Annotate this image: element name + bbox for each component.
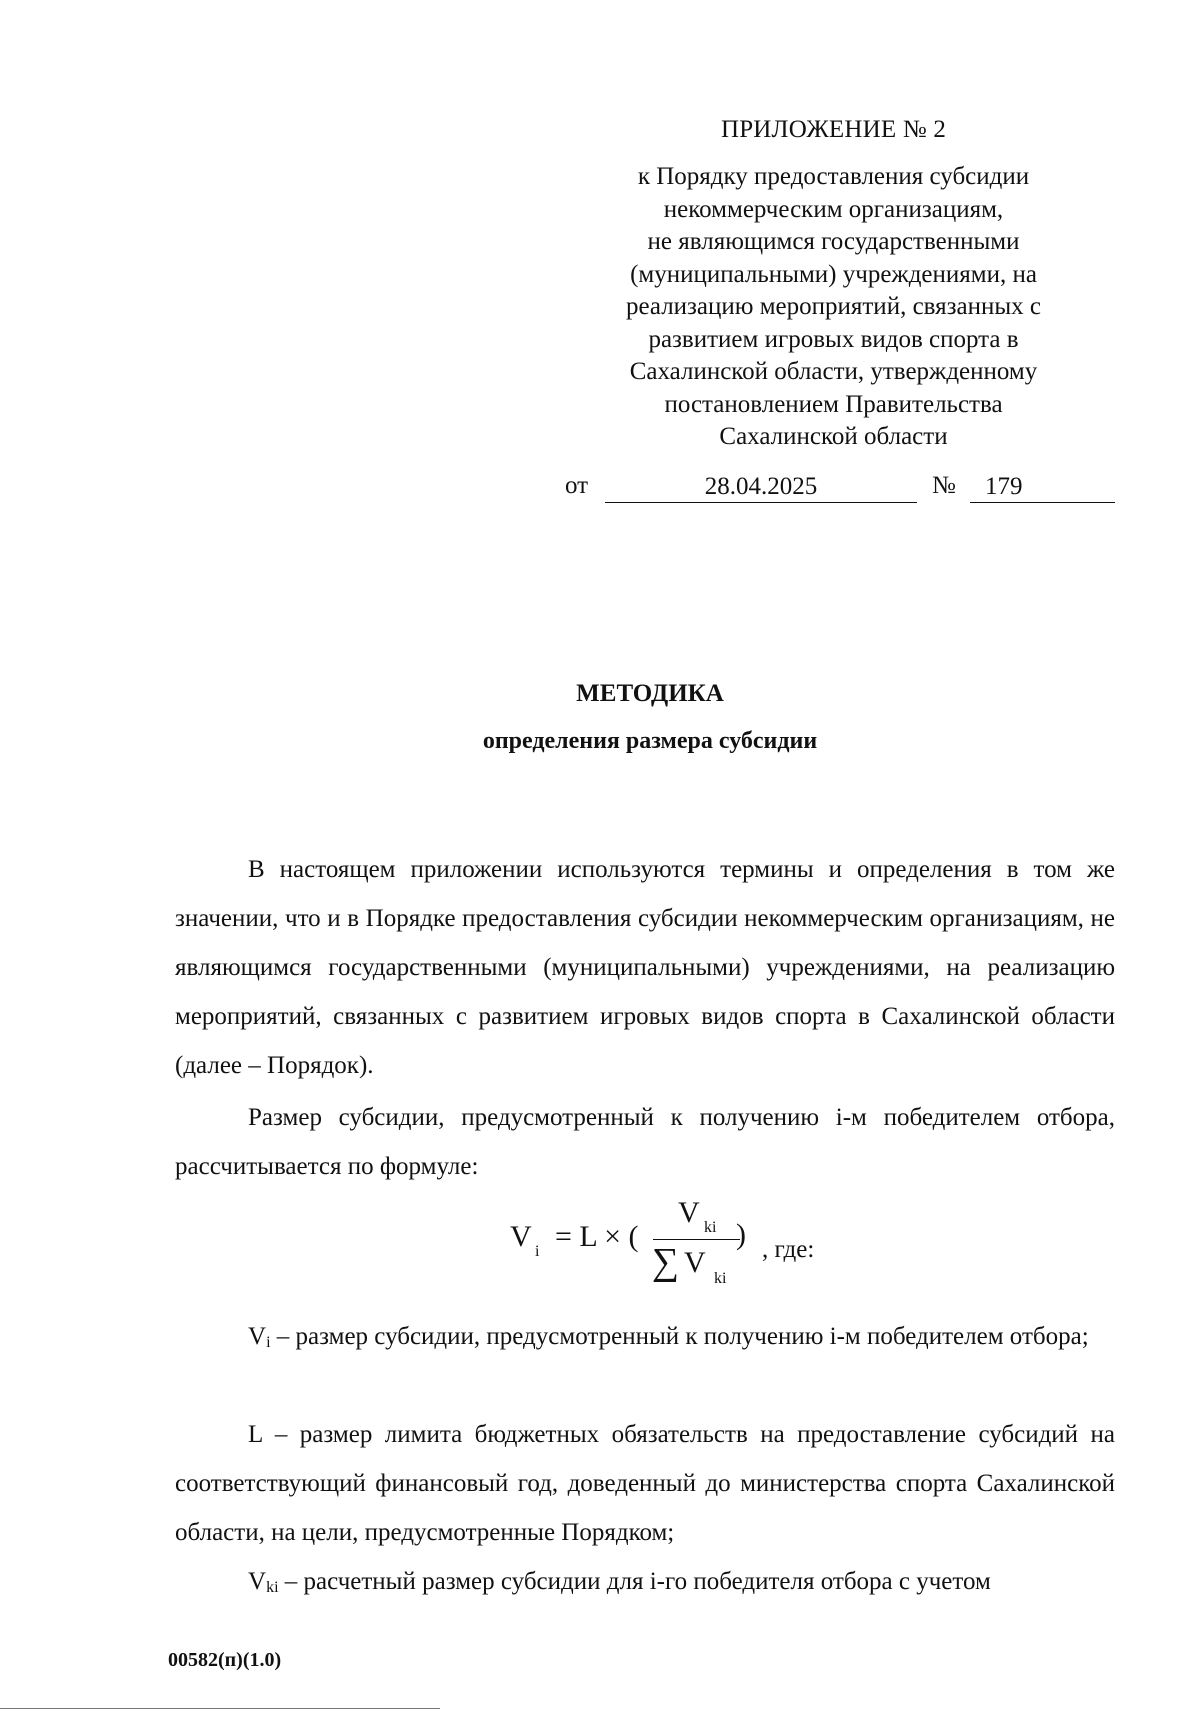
document-code: 00582(п)(1.0): [168, 1649, 282, 1671]
paragraph-text: В настоящем приложении используются термины и определения в том же значении, что и в Порядке предоставления субсидии некоммерческим организациям, не являющимся государственными (муниципальными) учреждениями, на реализацию мероприятий, связанных с развитием игровых видов спорта в Сахалинской области (далее – Порядок).: [175, 856, 1115, 1079]
appendix-line: к Порядку предоставления субсидии: [637, 163, 1030, 190]
definition-text: – размер субсидии, предусмотренный к получению i-м победителем отбора;: [270, 1323, 1089, 1350]
appendix-line: (муниципальными) учреждениями, на: [630, 260, 1037, 288]
definition-subscript: i: [266, 1334, 271, 1351]
sum-icon: ∑: [652, 1241, 680, 1283]
appendix-line: некоммерческим организациям,: [663, 195, 1004, 223]
formula-intro-paragraph: [175, 1093, 1115, 1191]
formula-numerator: V: [678, 1196, 700, 1229]
appendix-block: [556, 114, 1111, 454]
formula-numerator-subscript: ki: [704, 1219, 717, 1236]
definition-symbol: V: [248, 1323, 267, 1350]
definition-item: [175, 1410, 1115, 1557]
number-sign: №: [932, 472, 956, 499]
formula-denominator: V: [684, 1246, 706, 1279]
appendix-line: Сахалинской области: [719, 423, 948, 450]
intro-paragraph: [175, 845, 1115, 1090]
definition-text: – расчетный размер субсидии для i-го победителя отбора с учетом: [278, 1568, 991, 1595]
definition-item: [175, 1312, 1115, 1367]
appendix-line: реализацию мероприятий, связанных с: [625, 293, 1042, 320]
appendix-line: не являющимся государственными: [647, 228, 1020, 255]
appendix-line: Сахалинской области, утвержденному: [629, 358, 1038, 385]
appendix-title: ПРИЛОЖЕНИЕ № 2: [720, 116, 947, 143]
appendix-line: постановлением Правительства: [664, 390, 1003, 418]
date-field: 28.04.2025: [605, 472, 917, 503]
formula-suffix: , где:: [762, 1236, 815, 1263]
formula-close-paren: ): [736, 1218, 746, 1251]
date-prefix: от: [565, 472, 589, 499]
definition-text: – размер лимита бюджетных обязательств на предоставление субсидий на соответствующий финансовый год, доведенный до министерства спорта Сахалинской области, на цели, предусмотренные Порядком;: [175, 1421, 1115, 1546]
document-title: МЕТОДИКА: [576, 680, 724, 707]
date-number-row: [565, 472, 1115, 506]
formula-denominator-subscript: ki: [714, 1270, 727, 1287]
number-field: 179: [970, 472, 1115, 503]
definition-item: [175, 1557, 1115, 1612]
subsidy-formula: [510, 1196, 870, 1291]
appendix-line: развитием игровых видов спорта в: [648, 325, 1019, 353]
footer-divider: [0, 1708, 440, 1709]
formula-lhs-subscript: i: [535, 1243, 540, 1260]
definition-subscript: ki: [266, 1579, 279, 1596]
formula-equals: = L × (: [555, 1220, 639, 1253]
definition-symbol: L: [248, 1421, 263, 1448]
formula-lhs: V: [510, 1220, 532, 1253]
paragraph-text: Размер субсидии, предусмотренный к получению i-м победителем отбора, рассчитывается по формуле:: [175, 1104, 1115, 1180]
document-subtitle: определения размера субсидии: [482, 728, 818, 754]
definition-symbol: V: [248, 1568, 267, 1595]
